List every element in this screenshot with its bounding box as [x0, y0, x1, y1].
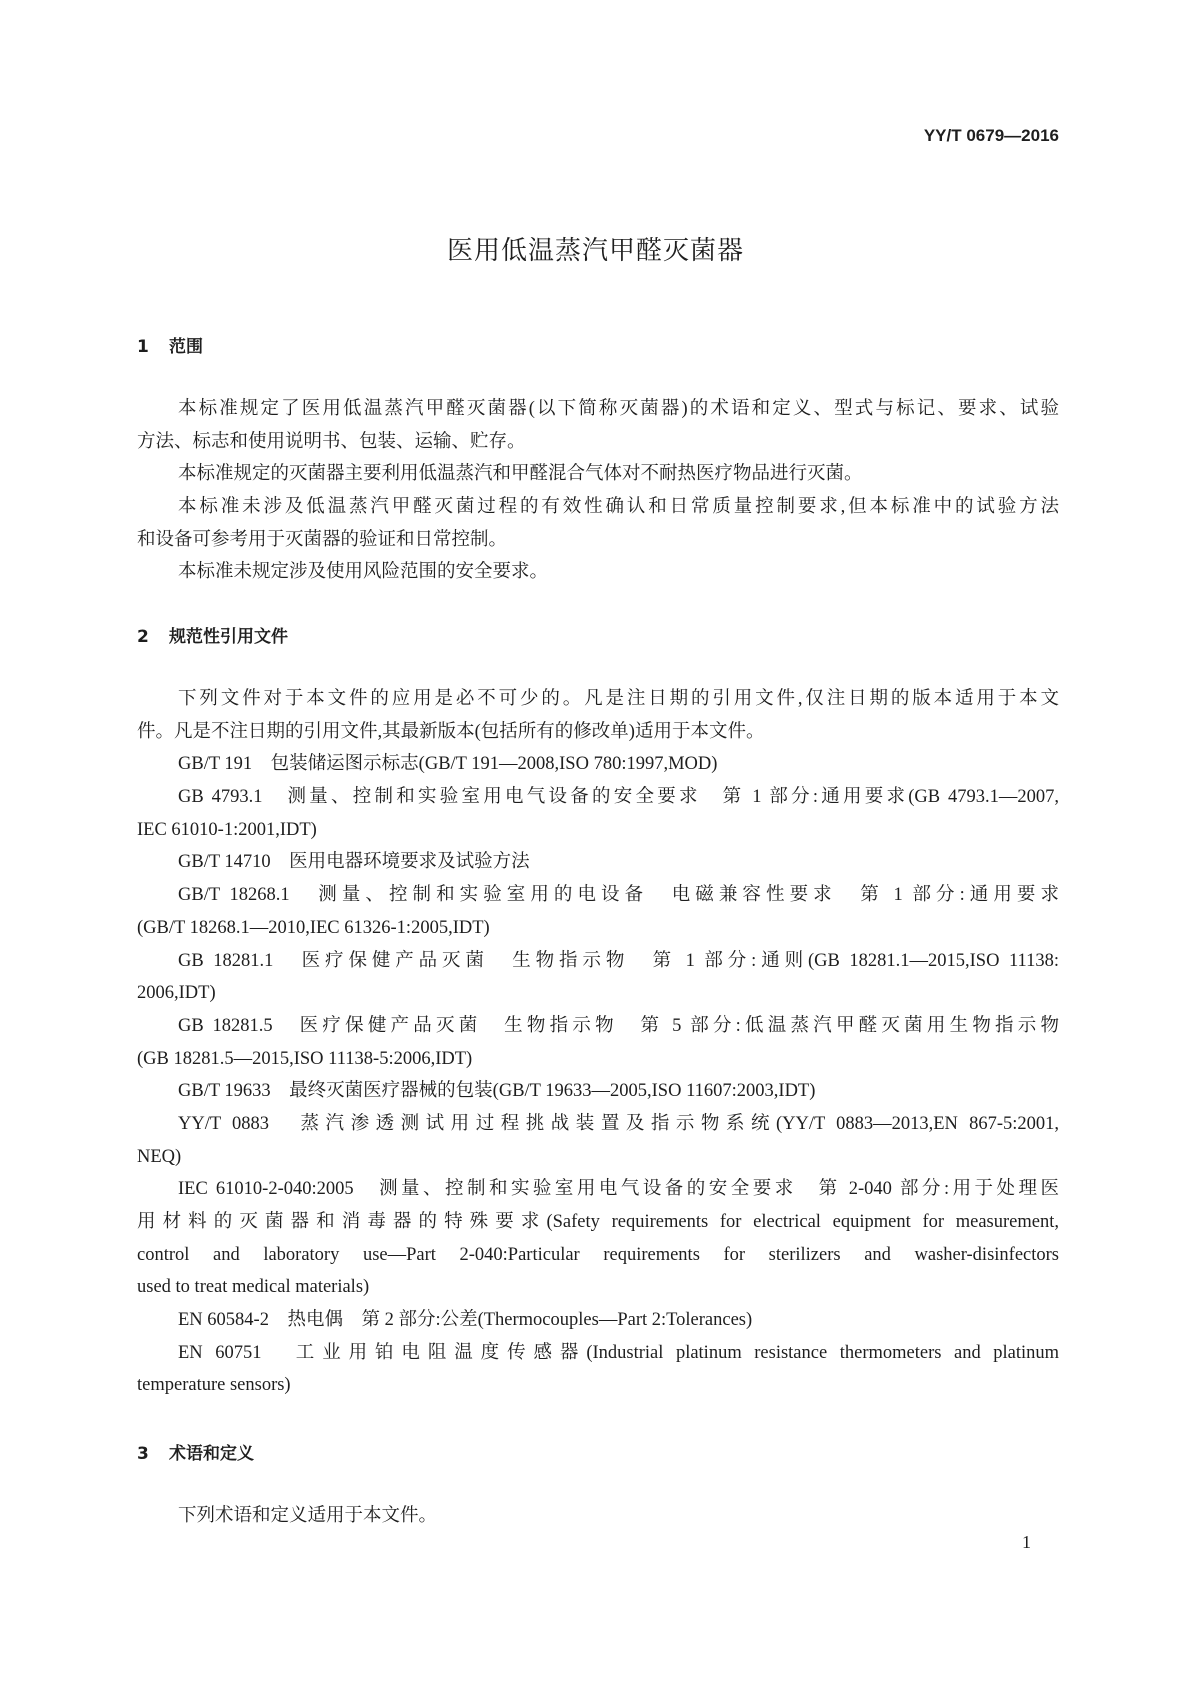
- text-line: 本标准规定的灭菌器主要利用低温蒸汽和甲醛混合气体对不耐热医疗物品进行灭菌。: [178, 464, 863, 485]
- text-line: IEC 61010-2-040:2005 测量、控制和实验室用电气设备的安全要求 第 2-040 部分:用于处理医: [178, 1179, 1059, 1200]
- text-line: GB 18281.5 医疗保健产品灭菌 生物指示物 第 5 部分:低温蒸汽甲醛灭菌用生物指示物: [178, 1015, 1059, 1036]
- section-number: 1: [137, 337, 149, 357]
- section-heading-scope: [137, 332, 203, 357]
- paragraph: [137, 458, 1059, 491]
- paragraph: [137, 1337, 1059, 1402]
- standard-code: YY/T 0679—2016: [923, 126, 1059, 145]
- text-line: 件。凡是不注日期的引用文件,其最新版本(包括所有的修改单)适用于本文件。: [137, 721, 765, 742]
- text-line: (GB/T 18268.1—2010,IEC 61326-1:2005,IDT): [137, 917, 490, 938]
- section-title: 规范性引用文件: [169, 627, 288, 647]
- text-line: 下列术语和定义适用于本文件。: [178, 1506, 438, 1526]
- text-line: temperature sensors): [137, 1375, 291, 1396]
- text-line: 和设备可参考用于灭菌器的验证和日常控制。: [137, 529, 508, 550]
- text-line: 下列文件对于本文件的应用是必不可少的。凡是注日期的引用文件,仅注日期的版本适用于本文: [178, 689, 1059, 709]
- section-heading-terms: [137, 1439, 254, 1464]
- paragraph: [137, 491, 1059, 556]
- text-line: 本标准规定了医用低温蒸汽甲醛灭菌器(以下简称灭菌器)的术语和定义、型式与标记、要求、试验: [178, 399, 1059, 419]
- paragraph: [137, 846, 1059, 879]
- text-line: GB 18281.1 医疗保健产品灭菌 生物指示物 第 1 部分:通则(GB 18281.1—2015,ISO 11138:: [178, 950, 1059, 971]
- paragraph: [137, 879, 1059, 944]
- text-line: GB/T 191 包装储运图示标志(GB/T 191—2008,ISO 780:1997,MOD): [178, 754, 718, 775]
- paragraph: [137, 1075, 1059, 1108]
- paragraph: [137, 945, 1059, 1010]
- section-number: 3: [137, 1444, 149, 1464]
- document-title: 医用低温蒸汽甲醛灭菌器: [446, 236, 744, 266]
- paragraph: [137, 1304, 1059, 1337]
- text-line: NEQ): [137, 1146, 182, 1167]
- text-line: 2006,IDT): [137, 983, 216, 1004]
- paragraph: [137, 1010, 1059, 1075]
- text-line: 方法、标志和使用说明书、包装、运输、贮存。: [137, 431, 526, 452]
- text-line: EN 60751 工业用铂电阻温度传感器(Industrial platinum resistance thermometers and platinum: [178, 1342, 1059, 1363]
- text-line: GB/T 14710 医用电器环境要求及试验方法: [178, 852, 530, 873]
- paragraph: [137, 683, 1059, 748]
- text-line: GB/T 19633 最终灭菌医疗器械的包装(GB/T 19633—2005,ISO 11607:2003,IDT): [178, 1081, 816, 1102]
- section-heading-normative-references: [137, 622, 288, 647]
- text-line: used to treat medical materials): [137, 1277, 370, 1298]
- section-3-body: [137, 1500, 1059, 1533]
- page-number: 1: [1022, 1532, 1031, 1552]
- text-line: IEC 61010-1:2001,IDT): [137, 819, 317, 840]
- paragraph: [137, 1108, 1059, 1173]
- paragraph: [137, 1500, 1059, 1533]
- section-title: 范围: [169, 337, 203, 357]
- section-title: 术语和定义: [169, 1444, 254, 1464]
- text-line: control and laboratory use—Part 2-040:Particular requirements for sterilizers and washer-disinfectors: [137, 1244, 1059, 1265]
- text-line: 本标准未涉及低温蒸汽甲醛灭菌过程的有效性确认和日常质量控制要求,但本标准中的试验方法: [178, 497, 1059, 518]
- paragraph: [137, 781, 1059, 846]
- text-line: EN 60584-2 热电偶 第 2 部分:公差(Thermocouples—Part 2:Tolerances): [178, 1310, 753, 1331]
- paragraph: [137, 556, 1059, 589]
- section-2-body: [137, 683, 1059, 1402]
- paragraph: [137, 1173, 1059, 1304]
- text-line: GB 4793.1 测量、控制和实验室用电气设备的安全要求 第 1 部分:通用要求(GB 4793.1—2007,: [178, 787, 1059, 808]
- text-line: GB/T 18268.1 测量、控制和实验室用的电设备 电磁兼容性要求 第 1 部分:通用要求: [178, 885, 1059, 906]
- text-line: YY/T 0883 蒸汽渗透测试用过程挑战装置及指示物系统(YY/T 0883—2013,EN 867-5:2001,: [178, 1113, 1059, 1134]
- section-number: 2: [137, 627, 149, 647]
- text-line: (GB 18281.5—2015,ISO 11138-5:2006,IDT): [137, 1048, 473, 1069]
- paragraph: [137, 748, 1059, 781]
- paragraph: [137, 393, 1059, 458]
- text-line: 本标准未规定涉及使用风险范围的安全要求。: [178, 562, 549, 583]
- text-line: 用材料的灭菌器和消毒器的特殊要求(Safety requirements for electrical equipment for measurement,: [137, 1212, 1059, 1232]
- section-1-body: [137, 393, 1059, 589]
